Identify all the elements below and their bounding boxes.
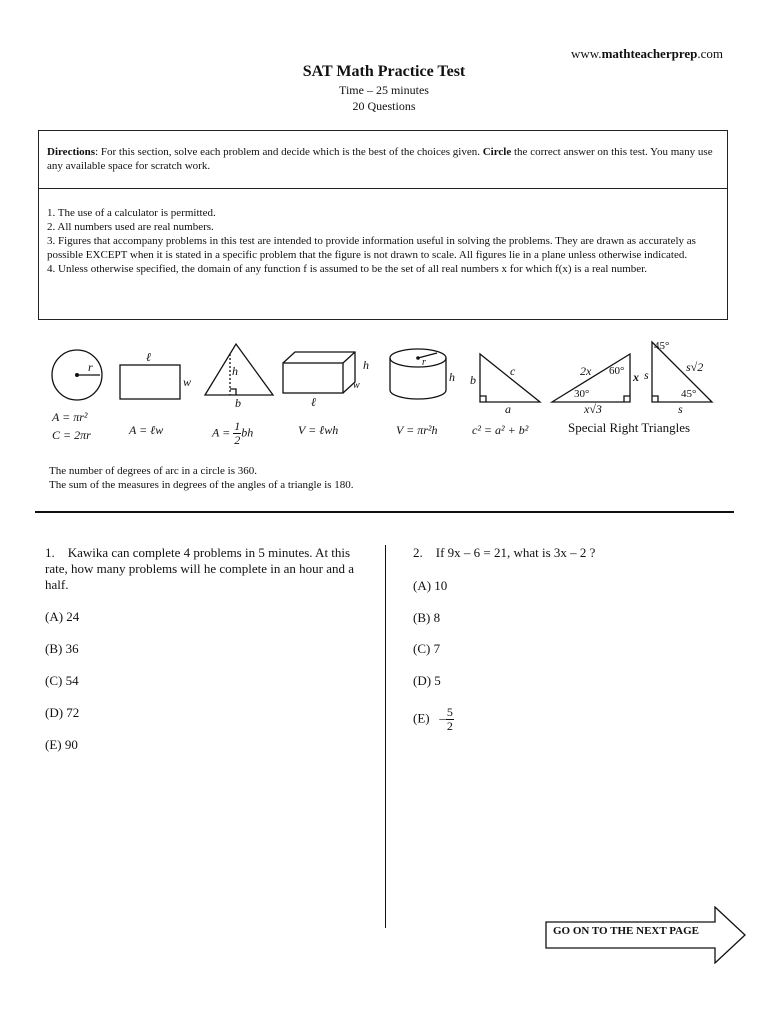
box-volume-formula: V = ℓwh [298, 423, 339, 437]
triangle-figure [205, 344, 273, 395]
answer-choice[interactable]: (A) 10 [413, 578, 448, 593]
question-number: 2. [413, 545, 423, 560]
directions-text [39, 131, 727, 189]
label-h: h [232, 364, 238, 378]
cylinder-volume-formula: V = πr²h [396, 423, 438, 437]
triangle-area-lhs: A = [212, 425, 234, 440]
reference-facts [49, 464, 354, 492]
answer-choice[interactable]: (D) 5 [413, 673, 441, 688]
label-45-deg: 45° [654, 340, 670, 352]
question-2-stem [413, 545, 733, 561]
label-s: s [678, 402, 683, 416]
directions-circle: Circle [482, 146, 512, 158]
label-l: ℓ [311, 395, 316, 409]
rectangle-area-formula: A = ℓw [129, 423, 164, 437]
label-2x: 2x [580, 364, 592, 378]
answer-choice-e[interactable] [413, 706, 454, 733]
label-s: s [644, 368, 649, 382]
pythagorean-formula: c² = a² + b² [472, 423, 529, 437]
fraction-denominator: 2 [234, 433, 241, 447]
question-text: If 9x – 6 = 21, what is 3x – 2 ? [435, 545, 596, 560]
rule-item: 3. Figures that accompany problems in this test are intended to provide information useful in solving the problems. They are drawn as accurately as possible EXCEPT when it is stated in a specific problem that the figure is not drawn to scale. All figures lie in a plane unless otherwise indicated. [47, 235, 696, 261]
question-1-stem [45, 545, 355, 593]
special-right-triangles-label: Special Right Triangles [568, 420, 691, 435]
question-number: 1. [45, 545, 55, 560]
label-45-deg: 45° [681, 388, 697, 400]
answer-choice[interactable]: (B) 8 [413, 610, 441, 625]
answer-choice[interactable]: (E) 90 [45, 737, 78, 752]
question-1 [45, 545, 355, 593]
minus-sign: – [439, 710, 446, 726]
fraction-numerator: 5 [446, 705, 453, 719]
time-limit: Time – 25 minutes [339, 83, 429, 97]
box-figure [283, 363, 343, 393]
answer-choice[interactable]: (B) 36 [45, 641, 79, 656]
url-suffix: .com [697, 46, 723, 61]
section-divider [35, 511, 734, 513]
fraction-five-halves [446, 706, 454, 733]
rule-item: 2. All numbers used are real numbers. [47, 221, 214, 233]
label-r: r [422, 357, 426, 368]
directions-part1: : For this section, solve each problem and decide which is the best of the choices given. [95, 146, 483, 158]
label-h: h [363, 358, 369, 372]
label-60-deg: 60° [609, 365, 625, 377]
column-divider [385, 545, 386, 928]
directions-part2: the correct answer on this test. You many use any available space for scratch work. [47, 146, 713, 172]
rule-item: 1. The use of a calculator is permitted. [47, 207, 216, 219]
question-2 [413, 545, 733, 561]
question-count: 20 Questions [352, 99, 416, 113]
rules-list [47, 206, 713, 276]
label-x: x [633, 370, 639, 384]
label-a: a [505, 402, 511, 416]
reference-figures-drawing [40, 340, 730, 420]
label-b: b [470, 373, 476, 387]
next-page-label: GO ON TO THE NEXT PAGE [553, 925, 699, 937]
circle-area-formula: A = πr² [52, 410, 88, 424]
label-b: b [235, 396, 241, 410]
label-30-deg: 30° [574, 388, 590, 400]
directions-label: Directions [47, 146, 96, 158]
label-h: h [449, 370, 455, 384]
box-divider [39, 188, 727, 189]
circle-circumference-formula: C = 2πr [52, 428, 91, 442]
page-title: SAT Math Practice Test [302, 63, 466, 80]
question-text: Kawika can complete 4 problems in 5 minutes. At this rate, how many problems will he complete in an hour and a half. [45, 545, 355, 592]
fraction-numerator: 1 [234, 419, 241, 433]
label-c: c [510, 364, 516, 378]
label-x-root3: x√3 [584, 402, 602, 416]
label-s-root2: s√2 [686, 360, 704, 374]
answer-choice[interactable]: (A) 24 [45, 609, 80, 624]
label-w: w [183, 375, 192, 389]
answer-choice[interactable]: (D) 72 [45, 705, 80, 720]
fact-item: The sum of the measures in degrees of the angles of a triangle is 180. [49, 479, 354, 491]
label-r: r [88, 360, 93, 374]
fraction-denominator: 2 [446, 719, 453, 733]
rule-item: 4. Unless otherwise specified, the domain of any function f is assumed to be the set of all real numbers x for which f(x) is a real number. [47, 263, 647, 275]
next-page-banner [545, 906, 747, 964]
triangle-area-rhs: bh [241, 425, 254, 440]
website-url [571, 46, 723, 62]
choice-letter: (E) [413, 710, 430, 726]
rectangle-figure [120, 365, 180, 399]
url-domain: mathteacherprep [601, 46, 698, 61]
directions-box [38, 130, 728, 320]
answer-choice[interactable]: (C) 54 [45, 673, 79, 688]
reference-figures [40, 340, 730, 450]
label-w: w [353, 380, 360, 391]
fact-item: The number of degrees of arc in a circle is 360. [49, 465, 257, 477]
answer-choice[interactable]: (C) 7 [413, 641, 441, 656]
url-prefix: www. [570, 46, 602, 61]
triangle-area-formula [212, 420, 253, 447]
label-l: ℓ [146, 350, 151, 364]
